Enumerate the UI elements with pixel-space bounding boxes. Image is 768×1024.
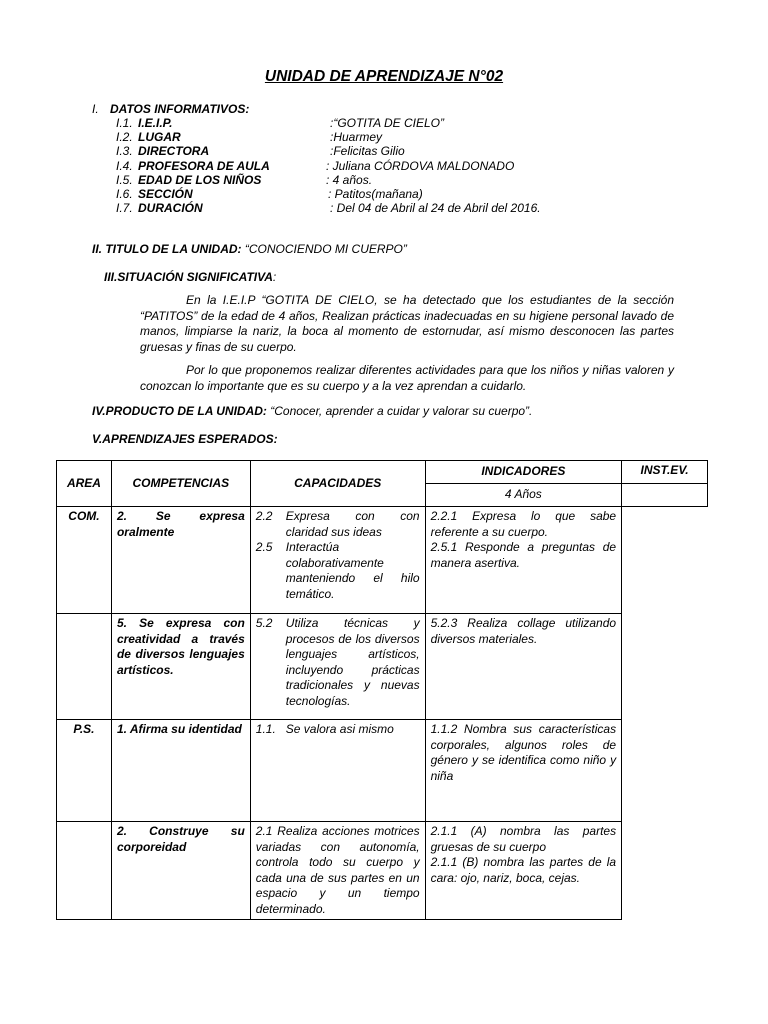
situacion-label: III.SITUACIÓN SIGNIFICATIVA — [104, 270, 273, 284]
capacidad-text: Expresa con con claridad sus ideas — [285, 509, 420, 539]
datos-heading — [92, 102, 249, 116]
datos-row-label: SECCIÓN — [138, 187, 193, 201]
competencia-cell: 1. Afirma su identidad — [111, 720, 250, 822]
indicadores-cell — [425, 822, 622, 920]
table-body — [57, 507, 708, 920]
datos-row-label: PROFESORA DE AULA — [138, 158, 270, 173]
area-cell — [57, 822, 112, 920]
inst-ev-cell — [622, 484, 708, 507]
datos-row-value: :“GOTITA DE CIELO” — [330, 116, 445, 130]
situacion-paragraph-2 — [140, 363, 674, 394]
datos-row-value: : 4 años. — [326, 172, 373, 187]
table-row — [57, 720, 708, 822]
table-header-row — [57, 461, 708, 484]
datos-row-value: : Patitos(mañana) — [328, 187, 423, 201]
situacion-p2-text: Por lo que proponemos realizar diferentes actividades para que los niños y niñas valoren y conozcan lo importante que es su cuerpo y a la vez aprendan a cuidarlo. — [140, 363, 674, 393]
indicador-item: 2.2.1 Expresa lo que sabe referente a su cuerpo. — [430, 509, 617, 539]
datos-row-label: I.E.I.P. — [138, 116, 173, 130]
capacidad-text: Utiliza técnicas y procesos de los diversos lenguajes artísticos, incluyendo prácticas tradicionales y nuevas tecnologías. — [285, 616, 420, 708]
indicador-item: 2.1.1 (A) nombra las partes gruesas de su cuerpo — [430, 824, 617, 854]
header-indicadores-age: 4 Años — [425, 484, 622, 507]
datos-row-label: EDAD DE LOS NIÑOS — [138, 172, 262, 187]
situacion-paragraph-1 — [140, 293, 674, 355]
datos-row-value: : Del 04 de Abril al 24 de Abril del 2016. — [330, 201, 541, 216]
datos-row-value: :Felicitas Gilio — [330, 144, 405, 159]
datos-row-number: I.7. — [116, 201, 133, 216]
datos-heading-num: I. — [92, 102, 99, 116]
indicador-item: 2.5.1 Responde a preguntas de manera asertiva. — [430, 540, 617, 570]
datos-row-label: DURACIÓN — [138, 201, 203, 216]
capacidad-number: 2.5 — [255, 540, 273, 554]
situacion-heading — [104, 270, 276, 284]
datos-heading-label: DATOS INFORMATIVOS: — [110, 102, 250, 116]
datos-row-number: I.5. — [116, 172, 133, 187]
datos-row-label: DIRECTORA — [138, 144, 210, 159]
area-cell: P.S. — [57, 720, 112, 822]
table-row — [57, 614, 708, 720]
capacidad-text: Se valora asi mismo — [285, 722, 394, 736]
situacion-p1-text: En la I.E.I.P “GOTITA DE CIELO, se ha detectado que los estudiantes de la sección “PATITOS” de la edad de 4 años, Realizan prácticas inadecuadas en su higiene personal lavado de manos, limpiarse la nariz, la boca al momento de estornudar, así mismo desconocen las partes gruesas y finas de su cuerpo. — [140, 293, 674, 354]
capacidad-number: 2.2 — [255, 509, 273, 523]
aprendizajes-table — [56, 460, 708, 920]
capacidad-text: 2.1 Realiza acciones motrices variadas con autonomía, controla todo su cuerpo y cada una de sus partes en un espacio y un tiempo determinado. — [255, 824, 420, 916]
competencia-cell: 2. Se expresa oralmente — [111, 507, 250, 614]
indicador-item: 2.1.1 (B) nombra las partes de la cara: ojo, nariz, boca, cejas. — [430, 855, 617, 885]
area-cell: COM. — [57, 507, 112, 614]
titulo-label: II. TITULO DE LA UNIDAD: — [92, 242, 242, 256]
situacion-colon: : — [272, 270, 277, 284]
indicador-item: 1.1.2 Nombra sus características corporales, algunos roles de género y se identifica como niño y niña — [430, 722, 617, 783]
capacidad-number: 5.2 — [255, 616, 273, 630]
capacidad-item — [256, 722, 420, 738]
indicador-item: 5.2.3 Realiza collage utilizando diversos materiales. — [430, 616, 617, 646]
capacidades-cell — [250, 822, 425, 920]
capacidades-cell — [250, 720, 425, 822]
datos-row-number: I.6. — [116, 187, 133, 201]
datos-row-number: I.3. — [116, 144, 133, 159]
header-indicadores: INDICADORES — [425, 461, 622, 484]
table-row — [57, 822, 708, 920]
table-row — [57, 507, 708, 614]
titulo-section — [92, 242, 407, 256]
header-inst-ev: INST.EV. — [622, 461, 708, 484]
aprendizajes-heading: V.APRENDIZAJES ESPERADOS: — [92, 432, 278, 446]
producto-label: IV.PRODUCTO DE LA UNIDAD: — [92, 404, 267, 418]
datos-row-label: LUGAR — [138, 130, 181, 145]
capacidad-item — [256, 824, 420, 917]
datos-row-number: I.4. — [116, 158, 133, 173]
capacidades-cell — [250, 507, 425, 614]
datos-row-number: I.1. — [116, 116, 133, 130]
area-cell — [57, 614, 112, 720]
capacidad-text: Interactúa colaborativamente manteniendo el hilo temático. — [285, 540, 420, 601]
titulo-value: “CONOCIENDO MI CUERPO” — [241, 242, 407, 256]
capacidad-item — [256, 509, 420, 540]
producto-value: “Conocer, aprender a cuidar y valorar su cuerpo”. — [266, 404, 533, 418]
header-capacidades: CAPACIDADES — [250, 461, 425, 507]
indicadores-cell — [425, 614, 622, 720]
competencia-cell: 2. Construye su corporeidad — [111, 822, 250, 920]
capacidad-number: 1.1. — [255, 722, 276, 736]
indicadores-cell — [425, 720, 622, 822]
document-title: UNIDAD DE APRENDIZAJE N°02 — [264, 68, 504, 85]
capacidad-item — [256, 540, 420, 602]
header-area: AREA — [57, 461, 112, 507]
indicadores-cell — [425, 507, 622, 614]
producto-section — [92, 404, 532, 418]
header-competencias: COMPETENCIAS — [111, 461, 250, 507]
datos-row-value: : Juliana CÓRDOVA MALDONADO — [326, 158, 515, 173]
capacidades-cell — [250, 614, 425, 720]
capacidad-item — [256, 616, 420, 709]
competencia-cell: 5. Se expresa con creatividad a través de diversos lenguajes artísticos. — [111, 614, 250, 720]
datos-row-number: I.2. — [116, 130, 133, 145]
datos-row-value: :Huarmey — [330, 130, 383, 145]
